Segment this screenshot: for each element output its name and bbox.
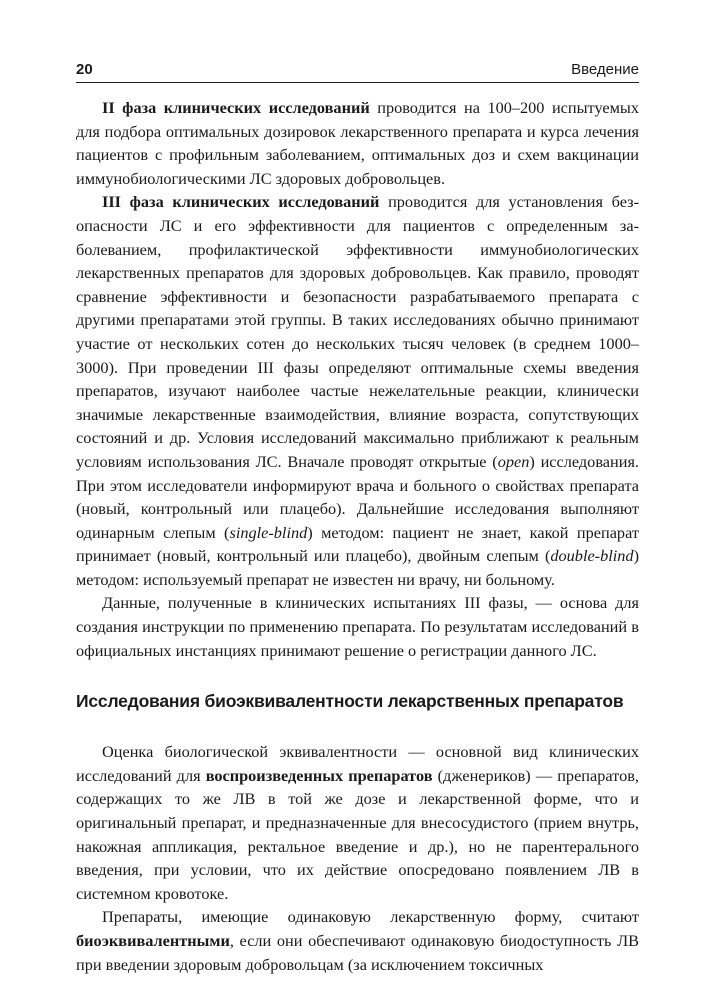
body-text <box>76 96 639 976</box>
paragraph-bioequivalence <box>76 740 639 905</box>
header-divider <box>76 82 639 83</box>
paragraph-phase-3-results <box>76 591 639 662</box>
paragraph-text: , если они обеспечивают одинаковую биодоступность ЛВ при введении здоровым добровольцам (за исключением токсичных <box>76 931 639 974</box>
italic-term: double-blind <box>550 546 634 566</box>
paragraph-phase-3 <box>76 190 639 591</box>
paragraph-bioequivalent-definition <box>76 905 639 976</box>
paragraph-text: Оценка биологической эквивалентности — основной вид клинических исследований для <box>76 742 639 785</box>
section-heading: Исследования биоэквивалентности лекарственных препаратов <box>76 691 624 712</box>
italic-term: open <box>497 451 530 471</box>
page-number: 20 <box>76 61 93 78</box>
paragraph-text: ) методом: используемый препарат не известен ни врачу, ни больному. <box>76 546 639 589</box>
bold-term: биоэквивалентными <box>76 931 230 950</box>
document-page <box>76 0 639 1000</box>
bold-term: воспроизведенных препаратов <box>205 765 433 785</box>
paragraph-text: Препараты, имеющие одинаковую лекарственную форму, считают <box>102 907 639 927</box>
paragraph-text: проводится для установления безопасности ЛС и его эффективности для пациентов с определенным заболеванием, профилактической эффективности иммунобиологических лекарственных препаратов для здоровых добровольцев. Как правило, проводят сравнение эффективности и безопасности разрабатываемого препарата с другими препаратами этой группы. В таких исследованиях обычно принимают участие от нескольких сотен до нескольких тысяч человек (в среднем 1000–3000). При проведении III фазы определяют оптимальные схемы введения препаратов, изучают наиболее частые нежелательные реакции, клинически значимые лекарственные взаимодействия, влияние возраста, сопутствующих состояний и др. Условия исследований максимально приближают к реальным условиям использования ЛС. Вначале проводят открытые ( <box>76 192 639 471</box>
paragraph-phase-2 <box>76 96 639 190</box>
paragraph-text: (дженериков) — препаратов, содержащих то же ЛВ в той же дозе и лекарственной форме, что и оригинальный препарат, и предназначенные для внесосудистого (прием внутрь, накожная аппликация, ректальное введение и др.), но не парентерального введения, при условии, что их действие опосредовано появлением ЛВ в системном кровотоке. <box>76 765 639 903</box>
paragraph-text: ) методом: пациент не знает, какой препарат принимает (новый, контрольный или плацебо), двойным слепым ( <box>76 522 639 566</box>
bold-term: III фаза клинических исследований <box>102 192 380 212</box>
page-header <box>76 58 639 82</box>
italic-term: single-blind <box>229 522 308 542</box>
running-title: Введение <box>571 61 639 78</box>
paragraph-text: Данные, полученные в клинических испытаниях III фазы, — основа для создания инструкции по применению препарата. По результатам исследований в официальных инстанциях принимают решение о регистрации данного ЛС. <box>76 593 639 660</box>
paragraph-text: проводится на 100–200 испытуемых для подбора оптимальных дозировок лекарственного препарата и курса лечения пациентов с профильным заболеванием, оптимальных доз и схем вакцинации иммунобиологическими ЛС здоровых добровольцев. <box>76 98 639 188</box>
paragraph-text: ) исследования. При этом исследователи информируют врача и больного о свойствах препарата (новый, контрольный или плацебо). Дальнейшие исследования выполняют одинарным слепым ( <box>76 451 640 542</box>
bold-term: II фаза клинических исследований <box>102 98 370 117</box>
